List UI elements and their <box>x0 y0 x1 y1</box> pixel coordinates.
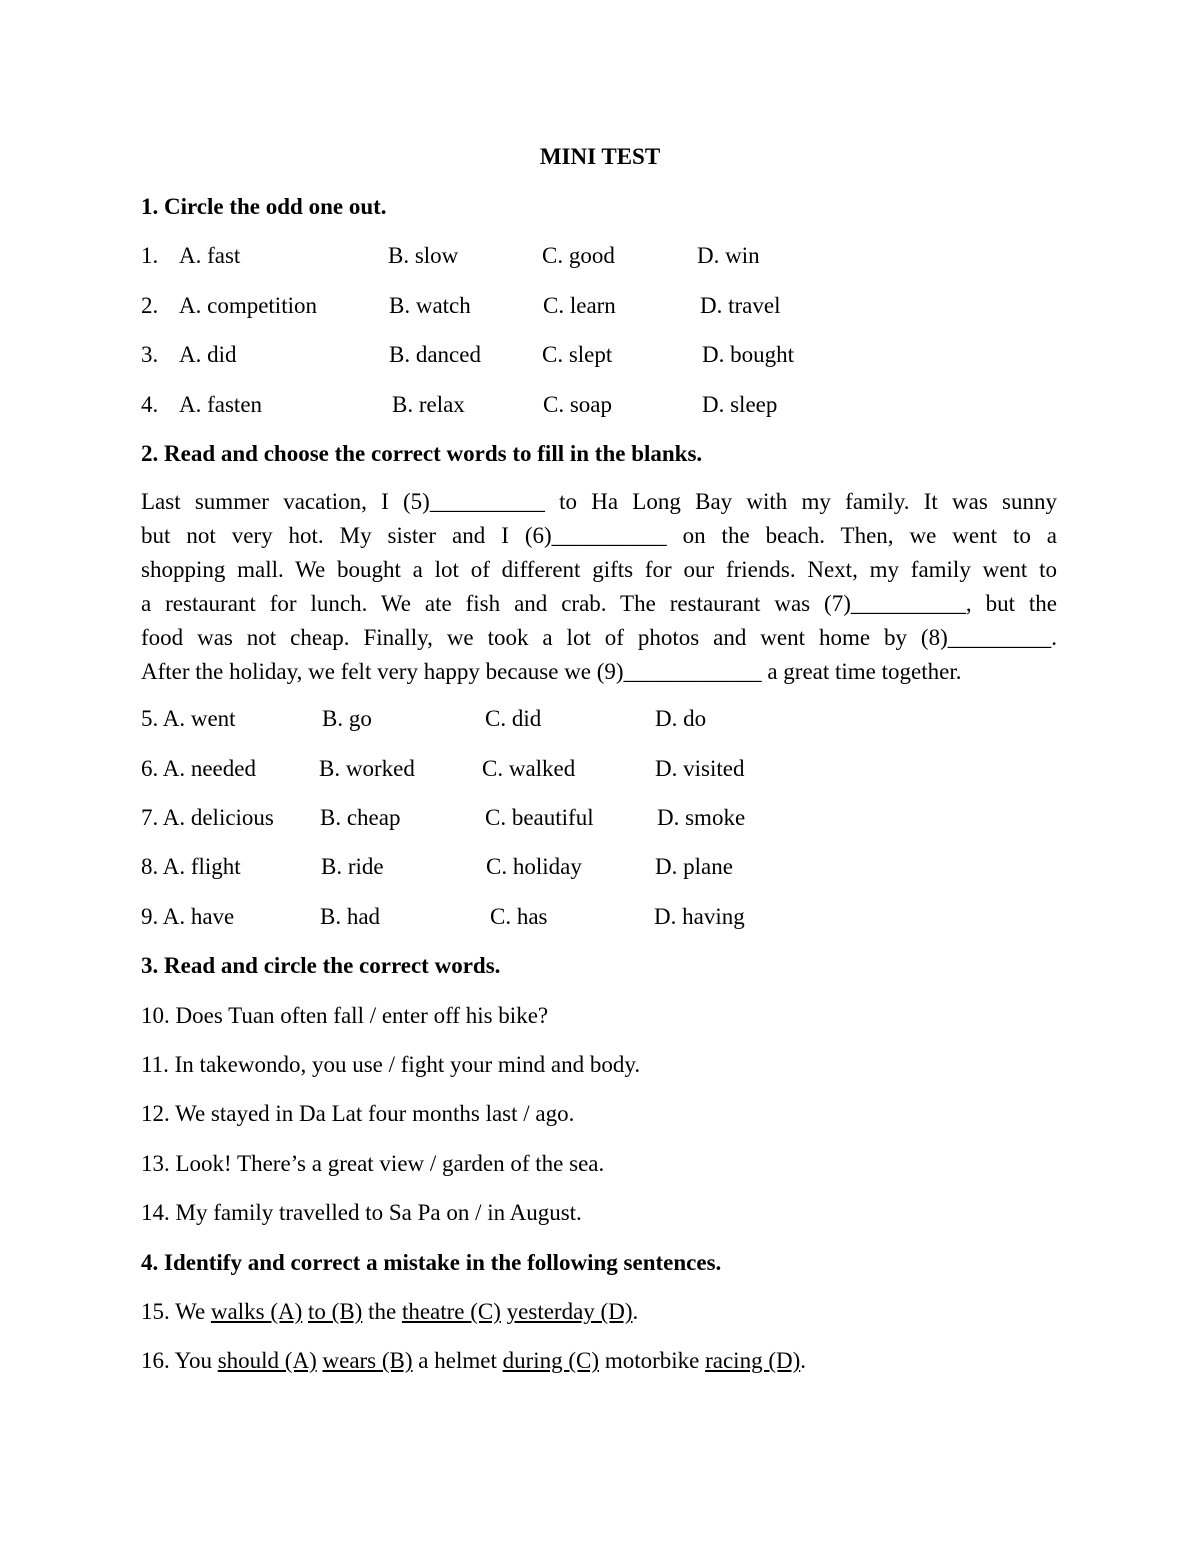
section-3-heading: 3. Read and circle the correct words. <box>141 953 501 978</box>
option-d: D. plane <box>655 854 733 879</box>
option-d: D. smoke <box>657 805 746 830</box>
question-number: 1. <box>141 243 159 268</box>
section-2-heading: 2. Read and choose the correct words to fill in the blanks. <box>141 441 703 466</box>
option-b: B. go <box>322 706 372 731</box>
passage-line: Last summer vacation, I (5)__________ to Ha Long Bay with my family. It was sunny <box>141 489 1057 514</box>
sentence-text: . <box>800 1348 807 1373</box>
sentence-text: a helmet <box>412 1348 503 1373</box>
question-11: 11. In takewondo, you use / fight your mind and body. <box>141 1052 641 1077</box>
option-a: 9. A. have <box>141 904 235 929</box>
underlined-part-d: racing (D) <box>705 1348 801 1373</box>
option-b: B. had <box>320 904 381 929</box>
sentence-text: . <box>632 1299 639 1324</box>
passage-line: food was not cheap. Finally, we took a lot of photos and went home by (8)_________. <box>141 625 1057 650</box>
option-c: C. holiday <box>486 854 582 879</box>
question-14: 14. My family travelled to Sa Pa on / in August. <box>141 1200 582 1225</box>
section-4-heading: 4. Identify and correct a mistake in the following sentences. <box>141 1250 722 1275</box>
section-1-heading: 1. Circle the odd one out. <box>141 194 387 219</box>
option-b: B. worked <box>319 756 415 781</box>
option-a: 6. A. needed <box>141 756 256 781</box>
option-c: C. soap <box>543 392 612 417</box>
underlined-part-b: to (B) <box>308 1299 363 1324</box>
option-c: C. learn <box>543 293 616 318</box>
option-a: A. did <box>179 342 237 367</box>
underlined-part-c: during (C) <box>502 1348 600 1373</box>
option-b: B. slow <box>388 243 459 268</box>
underlined-part-c: theatre (C) <box>401 1299 501 1324</box>
option-c: C. walked <box>482 756 576 781</box>
option-a: 7. A. delicious <box>141 805 274 830</box>
option-c: C. has <box>490 904 548 929</box>
passage-line: shopping mall. We bought a lot of different gifts for our friends. Next, my family went to <box>141 557 1057 582</box>
option-a: A. competition <box>179 293 317 318</box>
option-d: D. do <box>655 706 707 731</box>
question-number: 4. <box>141 392 159 417</box>
option-d: D. travel <box>700 293 781 318</box>
passage-line: After the holiday, we felt very happy because we (9)____________ a great time together. <box>141 659 962 684</box>
underlined-part-b: wears (B) <box>322 1348 413 1373</box>
sentence-text: motorbike <box>599 1348 706 1373</box>
question-13: 13. Look! There’s a great view / garden of the sea. <box>141 1151 605 1176</box>
question-16 <box>141 1347 806 1375</box>
underlined-part-a: should (A) <box>217 1348 317 1373</box>
option-d: D. visited <box>655 756 745 781</box>
question-15 <box>141 1298 638 1326</box>
option-b: B. watch <box>389 293 471 318</box>
option-d: D. bought <box>702 342 794 367</box>
option-a: A. fast <box>179 243 241 268</box>
option-a: 8. A. flight <box>141 854 241 879</box>
option-a: 5. A. went <box>141 706 236 731</box>
option-c: C. slept <box>542 342 613 367</box>
option-c: C. good <box>542 243 615 268</box>
question-12: 12. We stayed in Da Lat four months last / ago. <box>141 1101 575 1126</box>
option-d: D. win <box>697 243 760 268</box>
underlined-part-d: yesterday (D) <box>506 1299 633 1324</box>
option-a: A. fasten <box>179 392 263 417</box>
sentence-text: the <box>362 1299 402 1324</box>
passage-line: a restaurant for lunch. We ate fish and crab. The restaurant was (7)__________, but the <box>141 591 1057 616</box>
sentence-text: 16. You <box>141 1348 218 1373</box>
option-c: C. beautiful <box>485 805 594 830</box>
option-b: B. cheap <box>320 805 401 830</box>
sentence-text: 15. We <box>141 1299 211 1324</box>
option-b: B. ride <box>321 854 384 879</box>
reading-passage <box>141 485 1057 689</box>
option-d: D. having <box>654 904 745 929</box>
option-b: B. relax <box>392 392 465 417</box>
passage-line: but not very hot. My sister and I (6)__________ on the beach. Then, we went to a <box>141 523 1057 548</box>
option-c: C. did <box>485 706 542 731</box>
option-b: B. danced <box>389 342 481 367</box>
page-title: MINI TEST <box>539 144 661 169</box>
question-10: 10. Does Tuan often fall / enter off his bike? <box>141 1003 549 1028</box>
question-number: 3. <box>141 342 159 367</box>
question-number: 2. <box>141 293 159 318</box>
underlined-part-a: walks (A) <box>210 1299 303 1324</box>
option-d: D. sleep <box>702 392 778 417</box>
